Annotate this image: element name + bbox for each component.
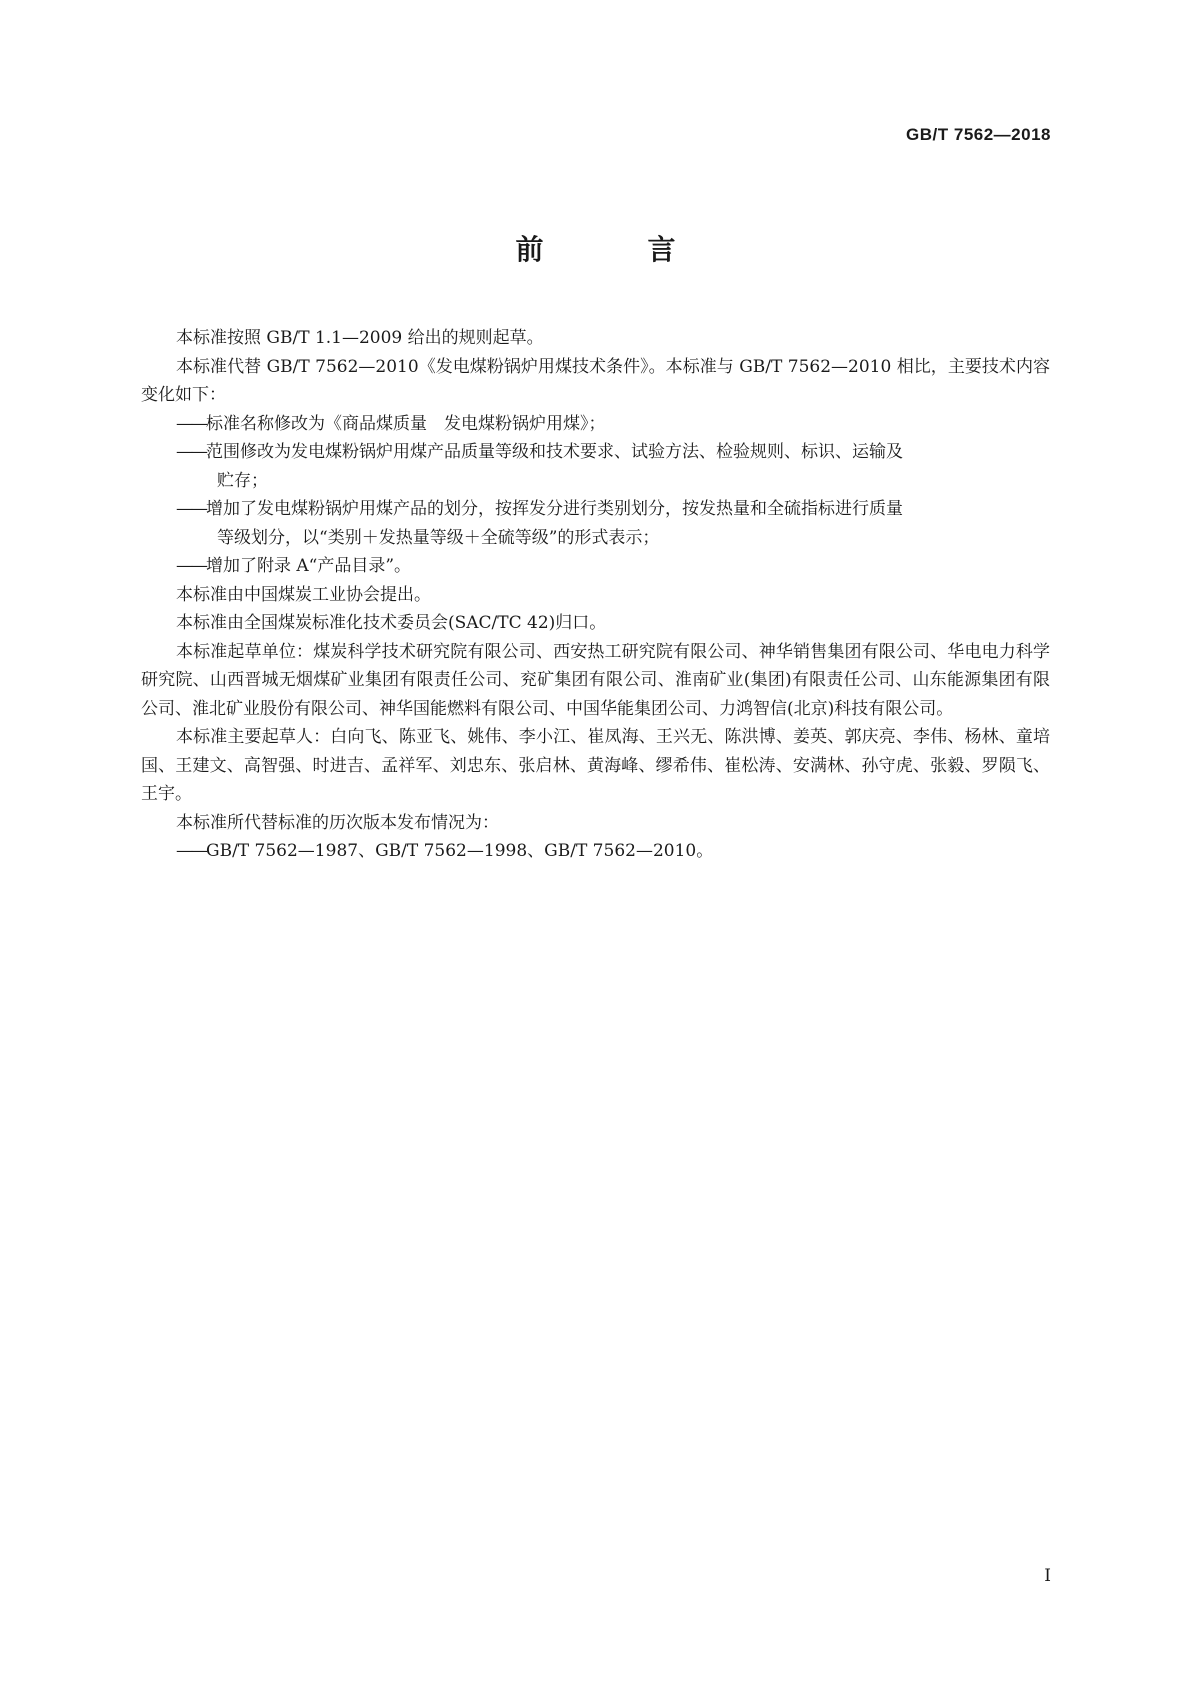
paragraph-history: 本标准所代替标准的历次版本发布情况为：: [176, 812, 499, 833]
change-item-text-continued: 等级划分，以“类别＋发热量等级＋全硫等级”的形式表示；: [217, 527, 660, 548]
paragraph-replacement: 本标准代替 GB/T 7562—2010《发电煤粉锅炉用煤技术条件》。本标准与 GB/T 7562—2010 相比，主要技术内容变化如下：: [141, 356, 1050, 405]
change-item-text-continued: 贮存；: [217, 470, 268, 491]
dash-mark: ——: [176, 841, 206, 861]
dash-mark: ——: [176, 442, 206, 462]
change-item-text: 标准名称修改为《商品煤质量 发电煤粉锅炉用煤》；: [206, 413, 606, 434]
history-item: [141, 837, 1050, 866]
dash-mark: ——: [176, 556, 206, 576]
change-item-text: 增加了附录 A“产品目录”。: [206, 556, 412, 576]
paragraph-committee: 本标准由全国煤炭标准化技术委员会(SAC/TC 42)归口。: [176, 613, 607, 633]
page-number: I: [1044, 1566, 1051, 1586]
paragraph-drafting-rules: 本标准按照 GB/T 1.1—2009 给出的规则起草。: [176, 328, 544, 348]
page-title: 前 言: [515, 233, 714, 266]
history-item-text: GB/T 7562—1987、GB/T 7562—1998、GB/T 7562—2010。: [206, 841, 714, 861]
standard-code: GB/T 7562—2018: [906, 125, 1051, 144]
change-item: [141, 552, 1050, 581]
change-item-text: 范围修改为发电煤粉锅炉用煤产品质量等级和技术要求、试验方法、检验规则、标识、运输及: [206, 442, 903, 462]
change-item: [141, 495, 1050, 552]
change-item: [141, 438, 1050, 495]
paragraph-drafting-units: 本标准起草单位：煤炭科学技术研究院有限公司、西安热工研究院有限公司、神华销售集团有限公司、华电电力科学研究院、山西晋城无烟煤矿业集团有限责任公司、兖矿集团有限公司、淮南矿业(集团)有限责任公司、山东能源集团有限公司、淮北矿业股份有限公司、神华国能燃料有限公司、中国华能集团公司、力鸿智信(北京)科技有限公司。: [141, 641, 1050, 719]
change-item: [141, 410, 1050, 439]
paragraph-proposer: 本标准由中国煤炭工业协会提出。: [176, 584, 431, 605]
paragraph-drafters: 本标准主要起草人：白向飞、陈亚飞、姚伟、李小江、崔凤海、王兴无、陈洪博、姜英、郭庆亮、李伟、杨林、童培国、王建文、高智强、时进吉、孟祥军、刘忠东、张启林、黄海峰、缪希伟、崔松涛、安满林、孙守虎、张毅、罗陨飞、王宇。: [141, 727, 1050, 804]
body-text: [141, 324, 1050, 866]
dash-mark: ——: [176, 413, 206, 434]
dash-mark: ——: [176, 499, 206, 519]
change-item-text: 增加了发电煤粉锅炉用煤产品的划分，按挥发分进行类别划分，按发热量和全硫指标进行质量: [206, 499, 903, 519]
